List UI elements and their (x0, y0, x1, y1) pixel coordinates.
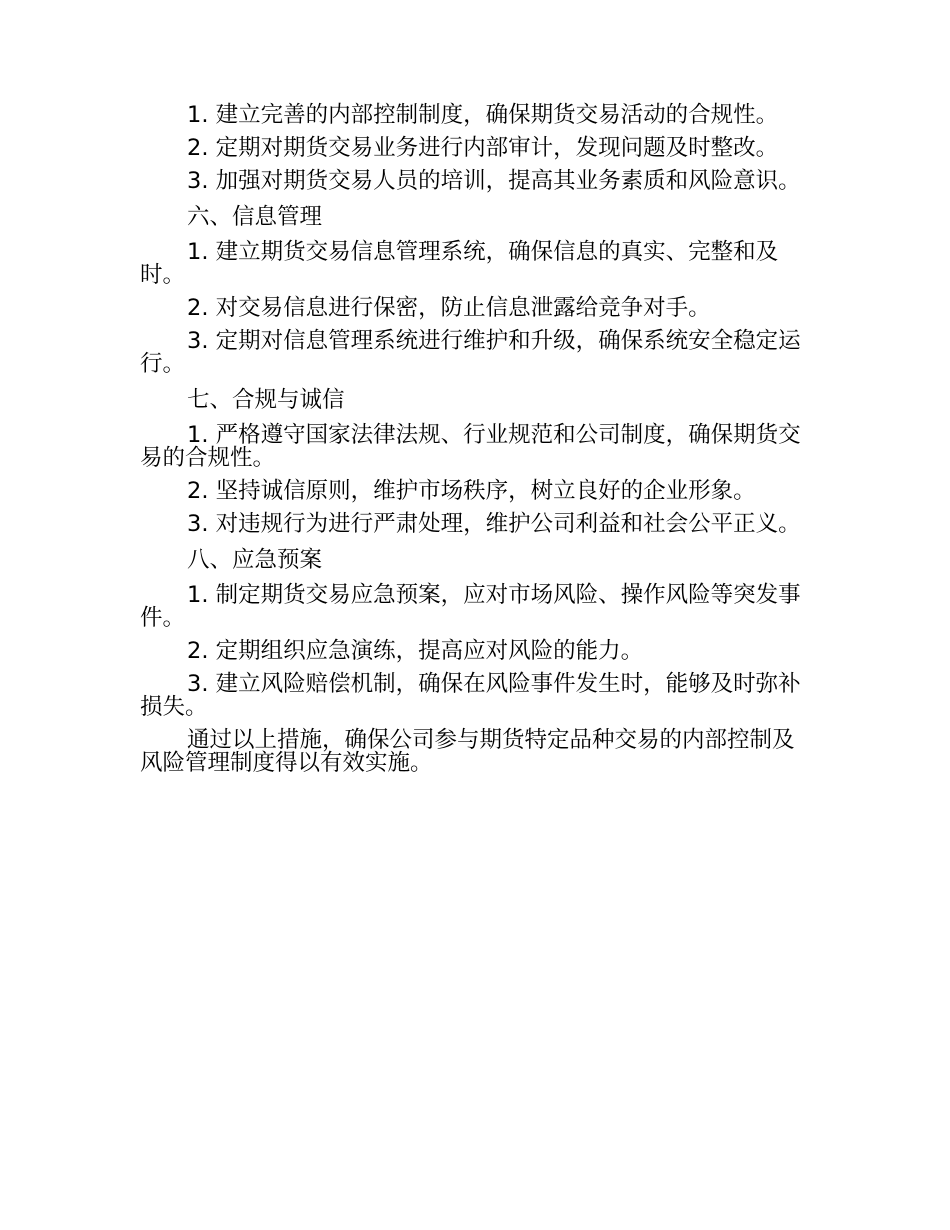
paragraph-internal-control-2: 2. 定期对期货交易业务进行内部审计，发现问题及时整改。 (187, 135, 779, 161)
paragraph-information-3: 3. 定期对信息管理系统进行维护和升级，确保系统安全稳定运行。 (140, 328, 801, 377)
paragraph-compliance-3: 3. 对违规行为进行严肃处理，维护公司利益和社会公平正义。 (187, 511, 801, 537)
paragraph-conclusion: 通过以上措施，确保公司参与期货特定品种交易的内部控制及风险管理制度得以有效实施。 (140, 727, 795, 776)
paragraph-compliance-1: 1. 严格遵守国家法律法规、行业规范和公司制度，确保期货交易的合规性。 (140, 422, 801, 471)
paragraph-emergency-3: 3. 建立风险赔偿机制，确保在风险事件发生时，能够及时弥补损失。 (140, 671, 801, 720)
paragraph-internal-control-3: 3. 加强对期货交易人员的培训，提高其业务素质和风险意识。 (187, 168, 801, 194)
document-body (140, 104, 812, 785)
paragraph-information-1: 1. 建立期货交易信息管理系统，确保信息的真实、完整和及时。 (140, 239, 779, 288)
section-heading-emergency-plan: 八、应急预案 (187, 547, 323, 573)
paragraph-internal-control-1: 1. 建立完善的内部控制制度，确保期货交易活动的合规性。 (187, 102, 779, 128)
section-heading-information-management: 六、信息管理 (187, 204, 323, 230)
section-heading-compliance: 七、合规与诚信 (187, 387, 345, 413)
paragraph-information-2: 2. 对交易信息进行保密，防止信息泄露给竞争对手。 (187, 295, 711, 321)
paragraph-compliance-2: 2. 坚持诚信原则，维护市场秩序，树立良好的企业形象。 (187, 478, 756, 504)
paragraph-emergency-1: 1. 制定期货交易应急预案，应对市场风险、操作风险等突发事件。 (140, 582, 801, 631)
paragraph-emergency-2: 2. 定期组织应急演练，提高应对风险的能力。 (187, 638, 644, 664)
